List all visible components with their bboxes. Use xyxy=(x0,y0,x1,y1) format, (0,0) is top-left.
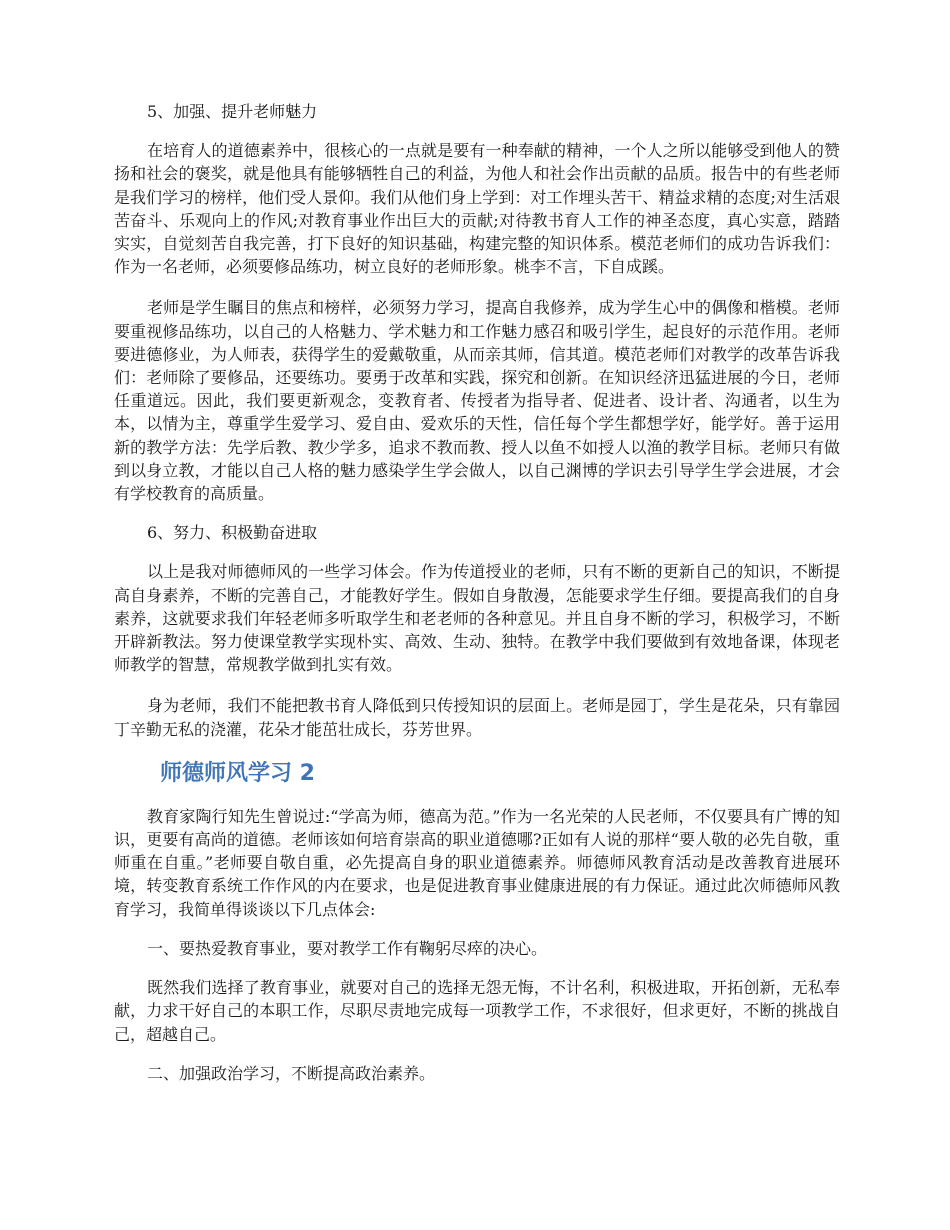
list-heading-5: 5、加强、提升老师魅力 xyxy=(147,102,318,121)
list-heading-1: 一、要热爱教育事业，要对教学工作有鞠躬尽瘁的决心。 xyxy=(147,938,548,958)
paragraph: 以上是我对师德师风的一些学习体会。作为传道授业的老师，只有不断的更新自己的知识，不断提高自身素养，不断的完善自己，才能教好学生。假如自身散漫，怎能要求学生仔细。要提高我们的自身素养，这就要求我们年轻老师多听取学生和老老师的各种意见。并且自身不断的学习，积极学习，不断开辟新教法。努力使课堂教学实现朴实、高效、生动、独特。在教学中我们要做到有效地备课，体现老师教学的智慧，常规教学做到扎实有效。 xyxy=(114,562,840,675)
document-page xyxy=(114,100,840,1085)
list-heading-6: 6、努力、积极勤奋进取 xyxy=(147,523,318,543)
section-title: 师德师风学习 2 xyxy=(160,760,315,786)
paragraph: 教育家陶行知先生曾说过:“学高为师，德高为范。”作为一名光荣的人民老师，不仅要具有广博的知识，更要有高尚的道德。老师该如何培育崇高的职业道德哪?正如有人说的那样“要人敬的必先自敬，重师重在自重。”老师要自敬自重，必先提高自身的职业道德素养。师德师风教育活动是改善教育进展环境，转变教育系统工作作风的内在要求，也是促进教育事业健康进展的有力保证。通过此次师德师风教育学习，我简单得谈谈以下几点体会: xyxy=(114,806,840,919)
paragraph: 在培育人的道德素养中，很核心的一点就是要有一种奉献的精神，一个人之所以能够受到他人的赞扬和社会的褒奖，就是他具有能够牺牲自己的利益，为他人和社会作出贡献的品质。报告中的有些老师是我们学习的榜样，他们受人景仰。我们从他们身上学到：对工作埋头苦干、精益求精的态度;对生活艰苦奋斗、乐观向上的作风;对教育事业作出巨大的贡献;对待教书育人工作的神圣态度，真心实意，踏踏实实，自觉刻苦自我完善，打下良好的知识基础，构建完整的知识体系。模范老师们的成功告诉我们：作为一名老师，必须要修品练功，树立良好的老师形象。桃李不言，下自成蹊。 xyxy=(114,141,840,277)
paragraph: 既然我们选择了教育事业，就要对自己的选择无怨无悔，不计名利，积极进取，开拓创新，无私奉献，力求干好自己的本职工作，尽职尽责地完成每一项教学工作，不求很好，但求更好，不断的挑战自己，超越自己。 xyxy=(114,978,840,1044)
paragraph: 老师是学生瞩目的焦点和榜样，必须努力学习，提高自我修养，成为学生心中的偶像和楷模。老师要重视修品练功，以自己的人格魅力、学术魅力和工作魅力感召和吸引学生，起良好的示范作用。老师要进德修业，为人师表，获得学生的爱戴敬重，从而亲其师，信其道。模范老师们对教学的改革告诉我们：老师除了要修品，还要练功。要勇于改革和实践，探究和创新。在知识经济迅猛进展的今日，老师任重道远。因此，我们要更新观念，变教育者、传授者为指导者、促进者、设计者、沟通者，以生为本，以情为主，尊重学生爱学习、爱自由、爱欢乐的天性，信任每个学生都想学好，能学好。善于运用新的教学方法：先学后教、教少学多，追求不教而教、授人以鱼不如授人以渔的教学目标。老师只有做到以身立教，才能以自己人格的魅力感染学生学会做人，以自己渊博的学识去引导学生学会进展，才会有学校教育的高质量。 xyxy=(114,298,840,504)
paragraph: 身为老师，我们不能把教书育人降低到只传授知识的层面上。老师是园丁，学生是花朵，只有靠园丁辛勤无私的浇灌，花朵才能茁壮成长，芬芳世界。 xyxy=(114,696,840,739)
list-heading-2: 二、加强政治学习，不断提高政治素养。 xyxy=(147,1063,436,1083)
